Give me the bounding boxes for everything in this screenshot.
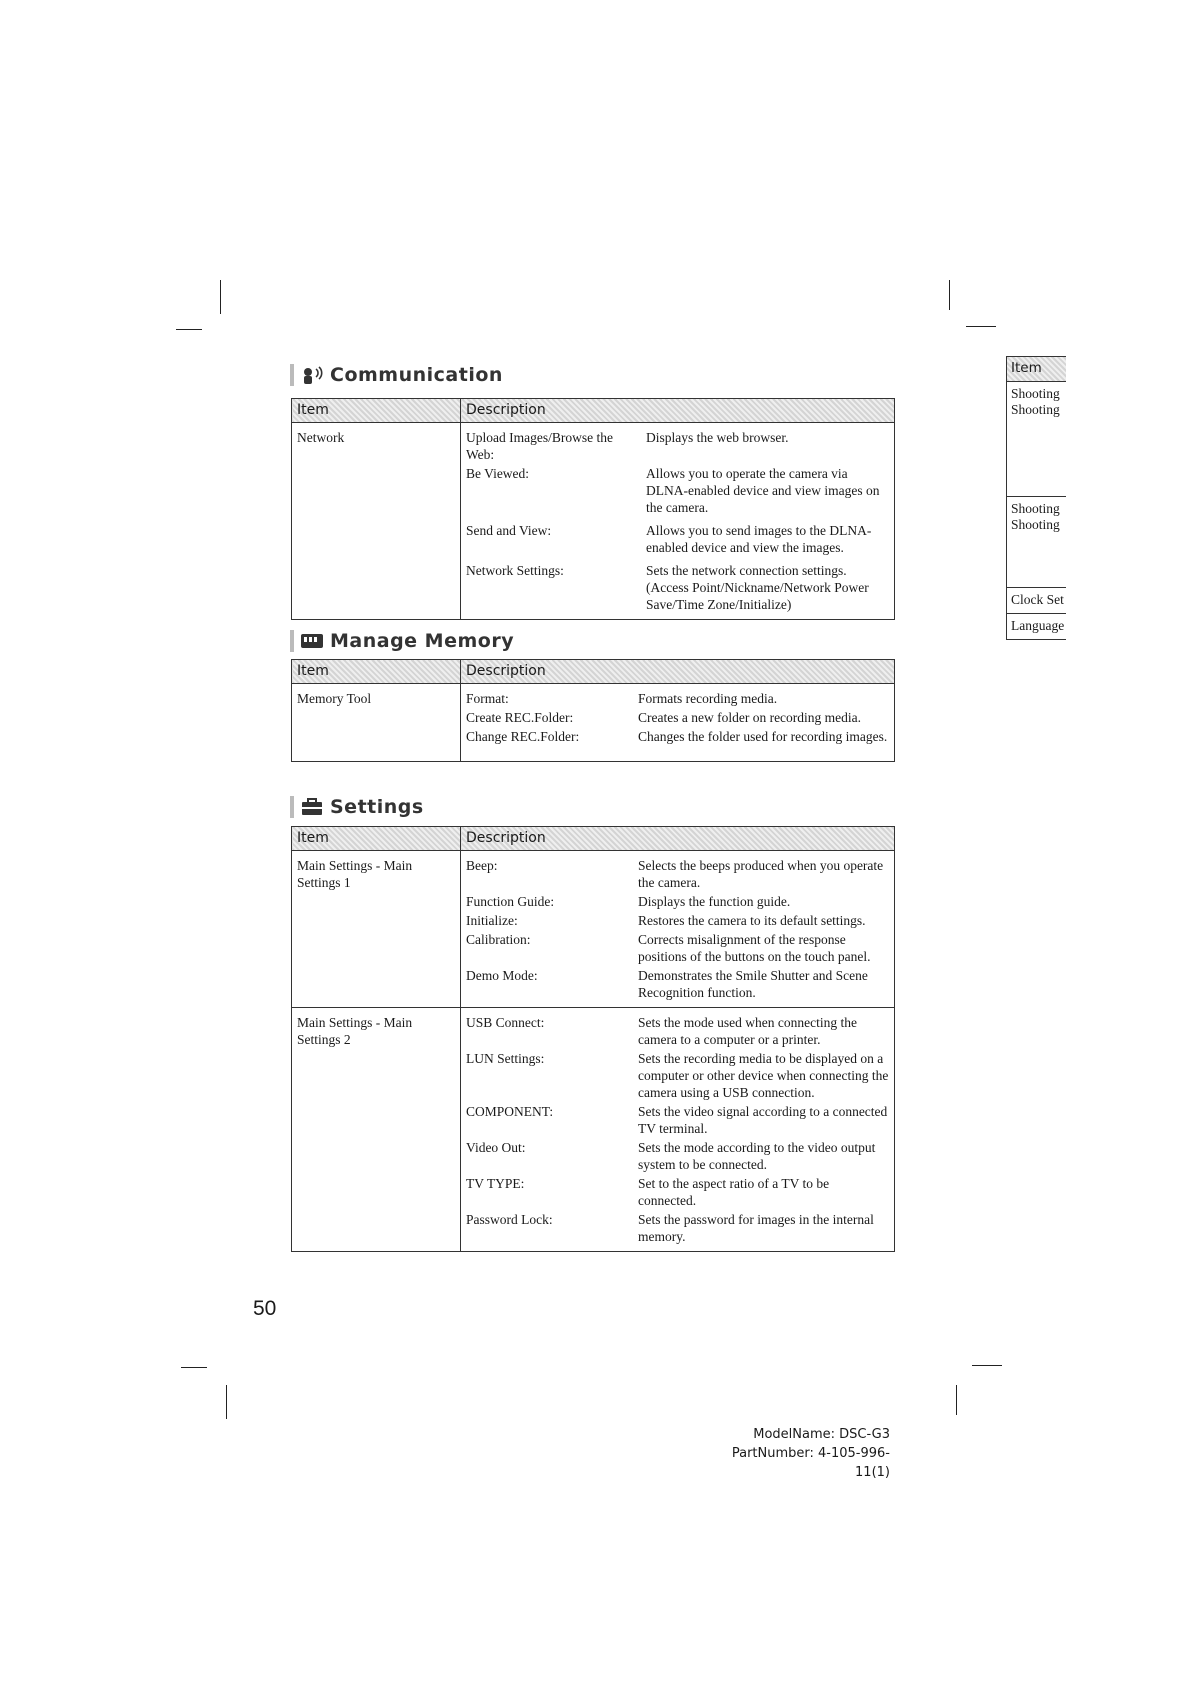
entry-name: LUN Settings: <box>466 1051 545 1066</box>
description-cell <box>461 423 895 620</box>
item-cell: Main Settings - Main Settings 1 <box>292 851 461 1008</box>
entry-text: Sets the mode according to the video output system to be connected. <box>638 1140 876 1172</box>
crop-mark <box>949 280 950 310</box>
page-number: 50 <box>253 1297 277 1320</box>
entry-name: Format: <box>466 691 509 706</box>
entry-name: Send and View: <box>466 523 552 538</box>
entry-text: Corrects misalignment of the response positions of the buttons on the touch panel. <box>638 932 871 964</box>
communication-table <box>291 398 895 620</box>
entry-name: Beep: <box>466 858 498 873</box>
section-marker <box>290 796 294 818</box>
manage-memory-table <box>291 659 895 762</box>
table-row <box>292 1008 895 1252</box>
entry-text: Sets the password for images in the internal memory. <box>638 1212 874 1244</box>
footer-model-name: ModelName: DSC-G3 <box>753 1427 890 1442</box>
settings-table <box>291 826 895 1252</box>
side-table <box>1006 356 1066 640</box>
column-header-item: Item <box>292 399 461 423</box>
item-cell: Main Settings - Main Settings 2 <box>292 1008 461 1252</box>
table-header-row <box>292 399 895 423</box>
crop-mark <box>956 1385 957 1415</box>
side-table-cell: Language <box>1006 614 1066 640</box>
entry-name: Password Lock: <box>466 1212 553 1227</box>
entry-name: Be Viewed: <box>466 466 530 481</box>
entry-name: Calibration: <box>466 932 531 947</box>
entry-name: Upload Images/Browse the Web: <box>466 430 613 462</box>
crop-mark <box>181 1367 207 1368</box>
crop-mark <box>220 280 221 314</box>
table-row <box>292 851 895 1008</box>
column-header-description: Description <box>461 660 895 684</box>
column-header-item: Item <box>292 660 461 684</box>
entry-name: Create REC.Folder: <box>466 710 574 725</box>
description-cell <box>461 1008 895 1252</box>
section-marker <box>290 364 294 386</box>
crop-mark <box>972 1365 1002 1366</box>
entry-text: Formats recording media. <box>638 691 778 706</box>
entry-name: COMPONENT: <box>466 1104 554 1119</box>
entry-name: Initialize: <box>466 913 518 928</box>
entry-name: Video Out: <box>466 1140 526 1155</box>
entry-text: Selects the beeps produced when you operate the camera. <box>638 858 884 890</box>
entry-text: Sets the mode used when connecting the camera to a computer or a printer. <box>638 1015 857 1047</box>
entry-text: Sets the network connection settings. (Access Point/Nickname/Network Power Save/Time Zone/Initialize) <box>646 563 869 612</box>
item-cell: Network <box>292 423 461 620</box>
section-title: Manage Memory <box>330 630 515 652</box>
column-header-description: Description <box>461 827 895 851</box>
column-header-description: Description <box>461 399 895 423</box>
crop-mark <box>176 329 202 330</box>
communication-heading <box>290 364 503 386</box>
crop-mark <box>966 326 996 327</box>
section-title: Settings <box>330 796 424 818</box>
table-row <box>292 423 895 620</box>
settings-heading <box>290 796 424 818</box>
entry-text: Demonstrates the Smile Shutter and Scene Recognition function. <box>638 968 868 1000</box>
entry-text: Restores the camera to its default settings. <box>638 913 866 928</box>
column-header-item: Item <box>292 827 461 851</box>
crop-mark <box>226 1385 227 1419</box>
side-table-cell: Clock Set <box>1006 588 1066 614</box>
entry-name: Function Guide: <box>466 894 555 909</box>
side-table-cell: Shooting Shooting <box>1006 382 1066 497</box>
entry-name: Demo Mode: <box>466 968 538 983</box>
entry-text: Creates a new folder on recording media. <box>638 710 862 725</box>
entry-text: Allows you to operate the camera via DLNA-enabled device and view images on the camera. <box>646 466 880 515</box>
communication-icon <box>300 365 324 385</box>
section-title: Communication <box>330 364 503 386</box>
memory-card-icon <box>300 631 324 651</box>
toolbox-icon <box>300 797 324 817</box>
entry-name: TV TYPE: <box>466 1176 525 1191</box>
entry-name: USB Connect: <box>466 1015 545 1030</box>
entry-name: Network Settings: <box>466 563 564 578</box>
entry-text: Sets the recording media to be displayed on a computer or other device when connecting the camera using a USB connection. <box>638 1051 889 1100</box>
section-marker <box>290 630 294 652</box>
entry-name: Change REC.Folder: <box>466 729 580 744</box>
entry-text: Displays the function guide. <box>638 894 791 909</box>
entry-text: Sets the video signal according to a connected TV terminal. <box>638 1104 888 1136</box>
table-header-row <box>292 660 895 684</box>
description-cell <box>461 851 895 1008</box>
entry-text: Allows you to send images to the DLNA-enabled device and view the images. <box>646 523 872 555</box>
table-header-row <box>292 827 895 851</box>
entry-text: Changes the folder used for recording images. <box>638 729 888 744</box>
footer <box>700 1425 890 1482</box>
side-table-cell: Shooting Shooting <box>1006 497 1066 588</box>
table-row <box>292 684 895 762</box>
side-table-header: Item <box>1006 356 1066 382</box>
entry-text: Set to the aspect ratio of a TV to be connected. <box>638 1176 830 1208</box>
entry-text: Displays the web browser. <box>646 430 789 445</box>
description-cell <box>461 684 895 762</box>
footer-part-number: PartNumber: 4-105-996-11(1) <box>731 1446 890 1480</box>
manage-memory-heading <box>290 630 514 652</box>
item-cell: Memory Tool <box>292 684 461 762</box>
